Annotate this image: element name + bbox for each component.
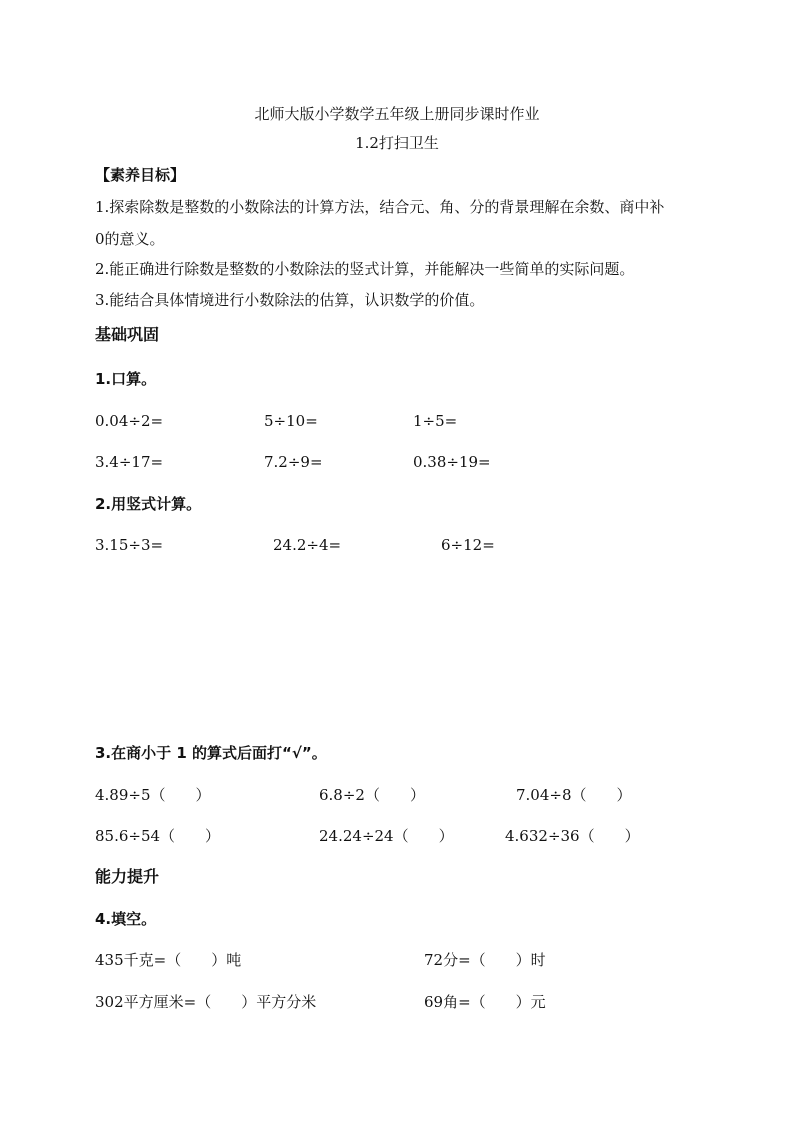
q1-item-6: 0.38÷19= (413, 453, 491, 471)
goal-item-1-cont: 0的意义。 (95, 230, 165, 248)
q3-item-2: 6.8÷2（ ） (319, 786, 425, 804)
page-title: 北师大版小学数学五年级上册同步课时作业 (254, 105, 540, 123)
q2-item-1: 3.15÷3= (95, 536, 164, 554)
section-basic-heading: 基础巩固 (95, 325, 160, 344)
q4-item-4: 69角=（ ）元 (424, 993, 546, 1011)
q4-item-1: 435千克=（ ）吨 (95, 951, 242, 969)
goal-item-3: 3.能结合具体情境进行小数除法的估算，认识数学的价值。 (95, 291, 485, 309)
q3-item-3: 7.04÷8（ ） (516, 786, 632, 804)
question-4-title: 4.填空。 (95, 910, 157, 928)
question-1-title: 1.口算。 (95, 370, 157, 388)
q3-item-6: 4.632÷36（ ） (505, 827, 640, 845)
goal-item-2: 2.能正确进行除数是整数的小数除法的竖式计算，并能解决一些简单的实际问题。 (95, 260, 635, 278)
q3-item-1: 4.89÷5（ ） (95, 786, 211, 804)
q1-item-4: 3.4÷17= (95, 453, 164, 471)
q3-item-5: 24.24÷24（ ） (319, 827, 454, 845)
q1-item-3: 1÷5= (413, 412, 458, 430)
goal-item-1: 1.探索除数是整数的小数除法的计算方法，结合元、角、分的背景理解在余数、商中补 (95, 198, 665, 216)
goals-heading: 【素养目标】 (95, 166, 186, 184)
section-advanced-heading: 能力提升 (95, 867, 160, 886)
q3-item-4: 85.6÷54（ ） (95, 827, 221, 845)
page-subtitle: 1.2打扫卫生 (355, 134, 439, 152)
question-2-title: 2.用竖式计算。 (95, 495, 202, 513)
q1-item-5: 7.2÷9= (264, 453, 323, 471)
q4-item-2: 72分=（ ）时 (424, 951, 546, 969)
q1-item-1: 0.04÷2= (95, 412, 164, 430)
q4-item-3: 302平方厘米=（ ）平方分米 (95, 993, 317, 1011)
q2-item-2: 24.2÷4= (273, 536, 342, 554)
q1-item-2: 5÷10= (264, 412, 318, 430)
question-3-title: 3.在商小于 1 的算式后面打“√”。 (95, 744, 327, 762)
q2-item-3: 6÷12= (441, 536, 495, 554)
